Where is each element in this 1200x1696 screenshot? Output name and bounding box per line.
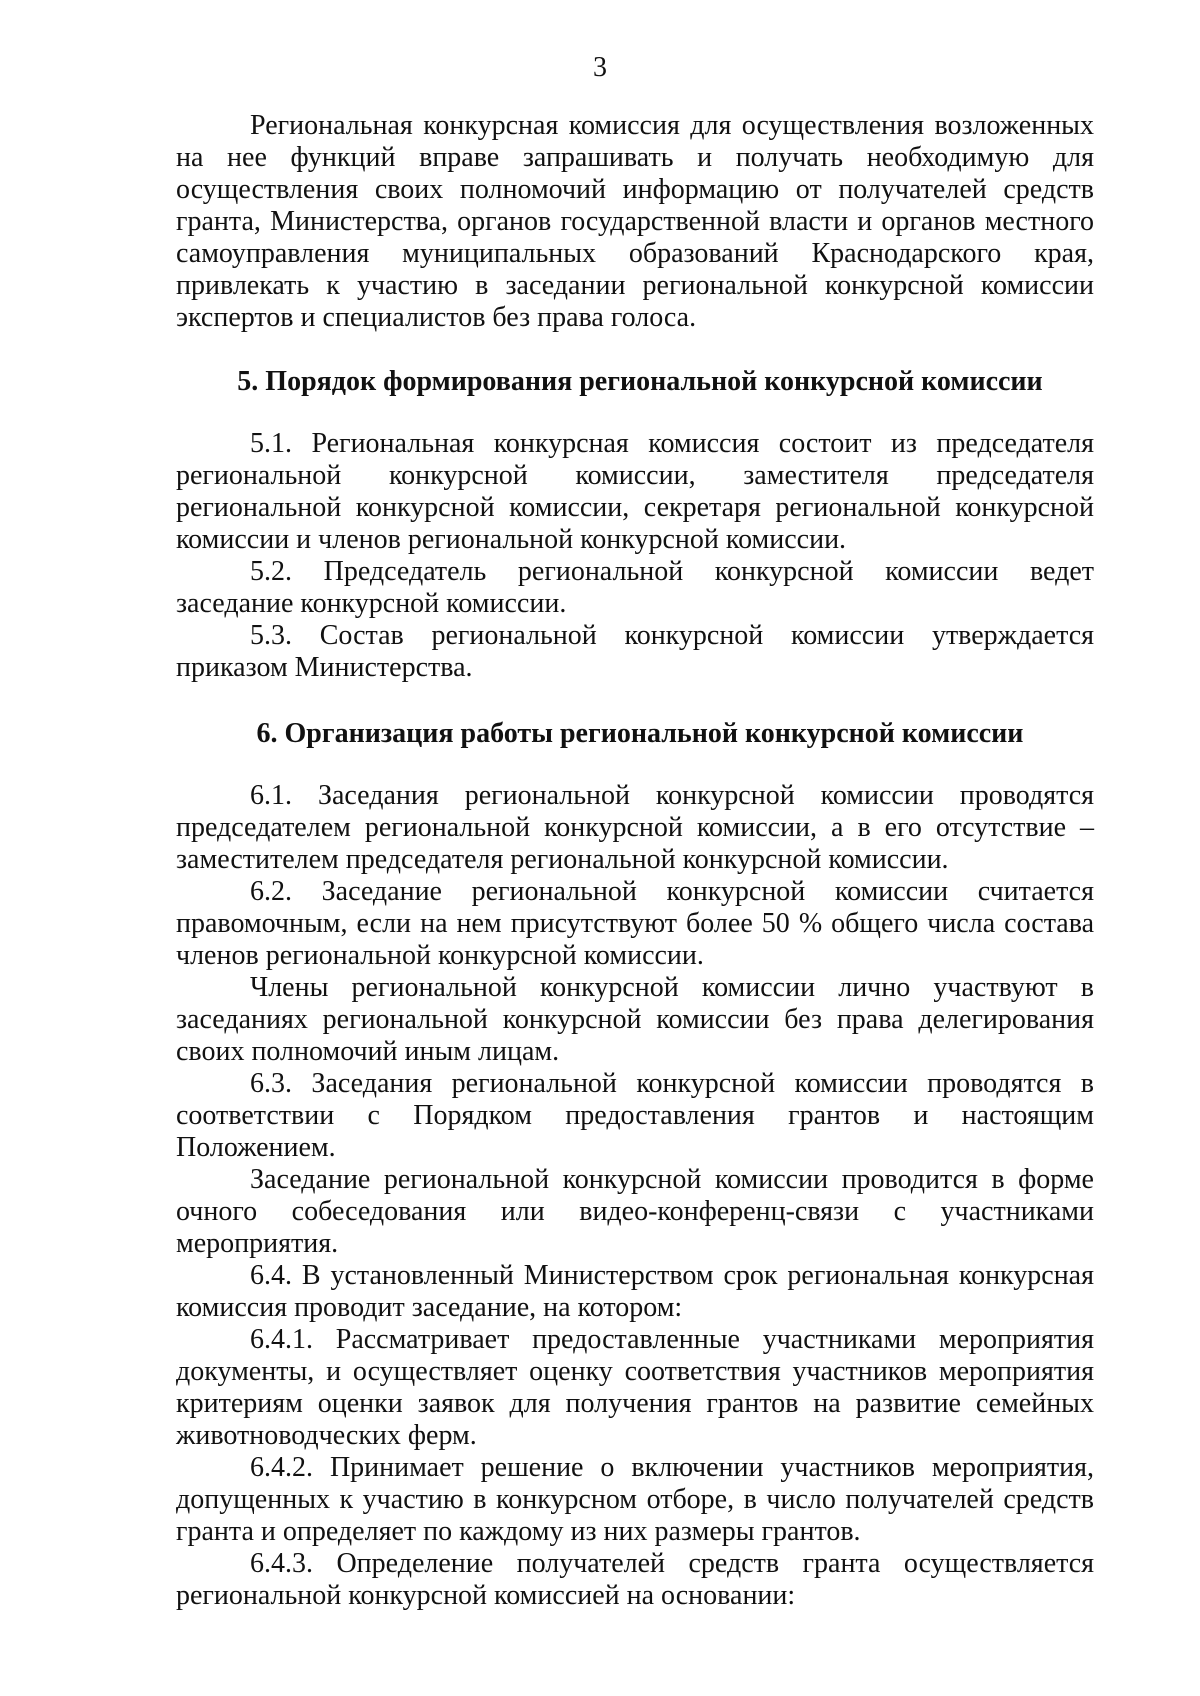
intro-paragraph: Региональная конкурсная комиссия для осуществления возложенных на нее функций вправе запрашивать и получать необходимую для осуществления своих полномочий информацию от получателей средств гранта, Министерства, органов государственной власти и органов местного самоуправления муниципальных образований Краснодарского края, привлекать к участию в заседании региональной конкурсной комиссии экспертов и специалистов без права голоса. — [176, 110, 1094, 333]
paragraph-6-4-2: 6.4.2. Принимает решение о включении участников мероприятия, допущенных к участию в конкурсном отборе, в число получателей средств гранта и определяет по каждому из них размеры грантов. — [176, 1452, 1094, 1547]
paragraph-6-1: 6.1. Заседания региональной конкурсной комиссии проводятся председателем региональной конкурсной комиссии, а в его отсутствие – заместителем председателя региональной конкурсной комиссии. — [176, 780, 1094, 875]
paragraph-5-2: 5.2. Председатель региональной конкурсной комиссии ведет заседание конкурсной комиссии. — [176, 556, 1094, 619]
paragraph-5-1: 5.1. Региональная конкурсная комиссия состоит из председателя региональной конкурсной комиссии, заместителя председателя региональной конкурсной комиссии, секретаря региональной конкурсной комиссии и членов региональной конкурсной комиссии. — [176, 428, 1094, 555]
paragraph-5-3: 5.3. Состав региональной конкурсной комиссии утверждается приказом Министерства. — [176, 620, 1094, 683]
paragraph-6-3: 6.3. Заседания региональной конкурсной комиссии проводятся в соответствии с Порядком предоставления грантов и настоящим Положением. — [176, 1068, 1094, 1163]
section-5-title: 5. Порядок формирования региональной конкурсной комиссии — [237, 366, 1043, 397]
document-body — [176, 110, 1094, 1612]
paragraph-6-3-format: Заседание региональной конкурсной комиссии проводится в форме очного собеседования или видео-конференц-связи с участниками мероприятия. — [176, 1164, 1094, 1259]
paragraph-6-2: 6.2. Заседание региональной конкурсной комиссии считается правомочным, если на нем присутствуют более 50 % общего числа состава членов региональной конкурсной комиссии. — [176, 876, 1094, 971]
page-number: 3 — [593, 52, 607, 83]
paragraph-6-2-members: Члены региональной конкурсной комиссии лично участвуют в заседаниях региональной конкурсной комиссии без права делегирования своих полномочий иным лицам. — [176, 972, 1094, 1067]
paragraph-6-4: 6.4. В установленный Министерством срок региональная конкурсная комиссия проводит заседание, на котором: — [176, 1260, 1094, 1323]
paragraph-6-4-3: 6.4.3. Определение получателей средств гранта осуществляется региональной конкурсной комиссией на основании: — [176, 1548, 1094, 1611]
paragraph-6-4-1: 6.4.1. Рассматривает предоставленные участниками мероприятия документы, и осуществляет оценку соответствия участников мероприятия критериям оценки заявок для получения грантов на развитие семейных животноводческих ферм. — [176, 1324, 1094, 1451]
section-6-title: 6. Организация работы региональной конкурсной комиссии — [256, 718, 1024, 749]
